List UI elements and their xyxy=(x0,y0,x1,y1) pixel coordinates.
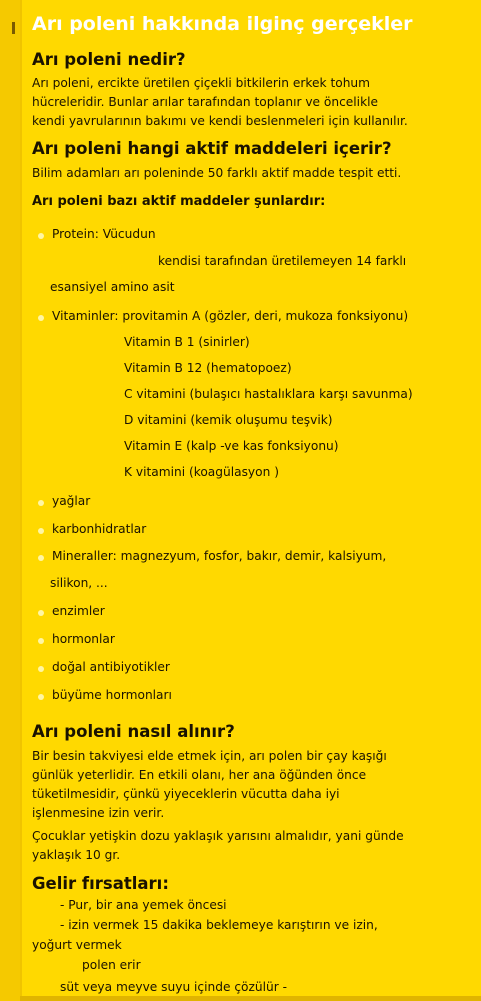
bullet-icon xyxy=(38,694,44,700)
bullet-icon xyxy=(38,528,44,534)
opportunity-line: polen erir xyxy=(82,958,141,972)
list-item: büyüme hormonları xyxy=(52,688,172,702)
how-to-line: işlenmesine izin verir. xyxy=(32,806,165,820)
list-item: karbonhidratlar xyxy=(52,522,147,536)
vitamin-item: Vitamin B 12 (hematopoez) xyxy=(124,361,292,375)
heading-what-is: Arı poleni nedir? xyxy=(32,50,186,69)
substances-line: Bilim adamları arı poleninde 50 farklı aktif madde tespit etti. xyxy=(32,166,402,180)
bullet-icon xyxy=(38,500,44,506)
protein-line-2: kendisi tarafından üretilemeyen 14 farklı xyxy=(158,254,407,268)
how-to-line: Çocuklar yetişkin dozu yaklaşık yarısını almalıdır, yani günde xyxy=(32,829,404,843)
minerals-line-2: silikon, ... xyxy=(50,576,108,590)
vitamin-item: Vitamin B 1 (sinirler) xyxy=(124,335,250,349)
list-item: hormonlar xyxy=(52,632,115,646)
heading-opportunities: Gelir fırsatları: xyxy=(32,874,169,893)
list-item: yağlar xyxy=(52,494,91,508)
substances-subheading: Arı poleni bazı aktif maddeler şunlardır: xyxy=(32,194,326,209)
protein-line-3: esansiyel amino asit xyxy=(50,280,175,294)
what-is-line-3: kendi yavrularının bakımı ve kendi beslenmeleri için kullanılır. xyxy=(32,114,408,128)
protein-label: Protein: Vücudun xyxy=(52,227,156,241)
vitamin-item: K vitamini (koagülasyon ) xyxy=(124,465,279,479)
opportunity-line: - Pur, bir ana yemek öncesi xyxy=(60,898,227,912)
what-is-line-2: hücreleridir. Bunlar arılar tarafından toplanır ve öncelikle xyxy=(32,95,379,109)
minerals-label: Mineraller: magnezyum, fosfor, bakır, demir, kalsiyum, xyxy=(52,549,387,563)
bullet-icon xyxy=(38,315,44,321)
list-item: enzimler xyxy=(52,604,105,618)
bullet-icon xyxy=(38,555,44,561)
heading-substances: Arı poleni hangi aktif maddeleri içerir? xyxy=(32,139,392,158)
opportunity-line: yoğurt vermek xyxy=(32,938,122,952)
heading-how-to: Arı poleni nasıl alınır? xyxy=(32,722,235,741)
list-item: doğal antibiyotikler xyxy=(52,660,170,674)
bullet-icon xyxy=(38,233,44,239)
bullet-icon xyxy=(38,666,44,672)
how-to-line: günlük yeterlidir. En etkili olanı, her ana öğünden önce xyxy=(32,768,367,782)
bullet-icon xyxy=(38,638,44,644)
bottom-border xyxy=(20,996,481,1001)
opportunity-line: süt veya meyve suyu içinde çözülür - xyxy=(60,980,288,994)
vitamin-item: D vitamini (kemik oluşumu teşvik) xyxy=(124,413,333,427)
vitamins-label: Vitaminler: provitamin A (gözler, deri, mukoza fonksiyonu) xyxy=(52,309,409,323)
page-title: Arı poleni hakkında ilginç gerçekler xyxy=(32,13,413,35)
bullet-icon xyxy=(38,610,44,616)
left-strip xyxy=(0,0,20,1001)
opportunity-line: - izin vermek 15 dakika beklemeye karıştırın ve izin, xyxy=(60,918,378,932)
what-is-line-1: Arı poleni, ercikte üretilen çiçekli bitkilerin erkek tohum xyxy=(32,76,371,90)
left-tick xyxy=(12,22,15,34)
how-to-line: tüketilmesidir, çünkü yiyeceklerin vücutta daha iyi xyxy=(32,787,340,801)
how-to-line: Bir besin takviyesi elde etmek için, arı polen bir çay kaşığı xyxy=(32,749,387,763)
vitamin-item: C vitamini (bulaşıcı hastalıklara karşı savunma) xyxy=(124,387,413,401)
how-to-line: yaklaşık 10 gr. xyxy=(32,848,121,862)
vitamin-item: Vitamin E (kalp -ve kas fonksiyonu) xyxy=(124,439,339,453)
